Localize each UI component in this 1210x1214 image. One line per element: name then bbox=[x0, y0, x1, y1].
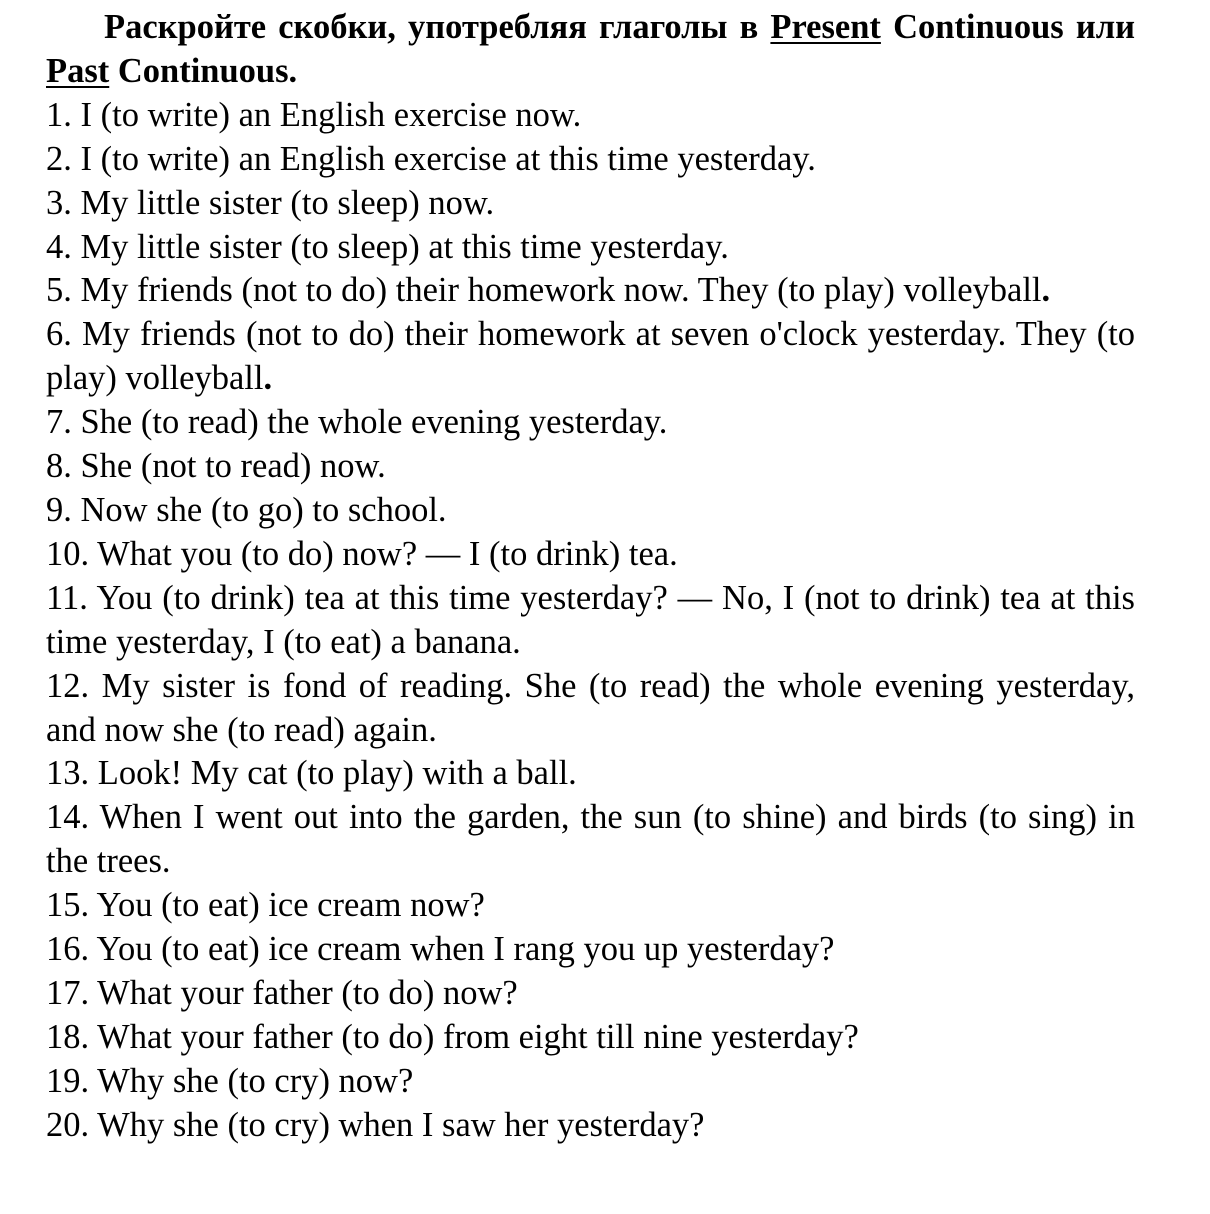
item-number: 2. bbox=[46, 139, 72, 178]
item-number: 7. bbox=[46, 403, 72, 442]
exercise-item bbox=[46, 226, 1135, 270]
exercise-item bbox=[46, 1104, 1135, 1148]
item-end-mark: . bbox=[263, 359, 273, 398]
exercise-item bbox=[46, 665, 1135, 753]
exercise-item bbox=[46, 489, 1135, 533]
exercise-item bbox=[46, 752, 1135, 796]
item-text: My little sister (to sleep) now. bbox=[80, 183, 495, 222]
exercise-item bbox=[46, 884, 1135, 928]
instruction-text-2: Continuous или bbox=[880, 8, 1135, 46]
item-text: What your father (to do) from eight till nine yesterday? bbox=[97, 1017, 859, 1056]
exercise-item bbox=[46, 94, 1135, 138]
item-text: She (to read) the whole evening yesterday. bbox=[80, 403, 668, 442]
exercise-item bbox=[46, 182, 1135, 226]
item-text: Why she (to cry) now? bbox=[97, 1061, 414, 1100]
item-number: 10. bbox=[46, 534, 90, 573]
exercise-item bbox=[46, 138, 1135, 182]
instruction-text-1: Раскройте скобки, употребляя глаголы в bbox=[104, 8, 771, 46]
exercise-item bbox=[46, 1060, 1135, 1104]
item-text: I (to write) an English exercise at this time yesterday. bbox=[80, 139, 816, 178]
item-number: 8. bbox=[46, 447, 72, 486]
exercise-list bbox=[46, 94, 1135, 1148]
item-number: 18. bbox=[46, 1017, 90, 1056]
exercise-item bbox=[46, 972, 1135, 1016]
item-number: 15. bbox=[46, 886, 90, 925]
item-number: 11. bbox=[46, 578, 88, 617]
item-text: You (to drink) tea at this time yesterday? — No, I (not to drink) tea at this time yesterday, I (to eat) a banana. bbox=[46, 578, 1135, 661]
item-text: You (to eat) ice cream now? bbox=[96, 886, 485, 925]
item-text: When I went out into the garden, the sun (to shine) and birds (to sing) in the trees. bbox=[46, 798, 1135, 881]
item-number: 3. bbox=[46, 183, 72, 222]
item-number: 9. bbox=[46, 490, 72, 529]
item-text: Now she (to go) to school. bbox=[80, 490, 447, 529]
exercise-item bbox=[46, 928, 1135, 972]
past-underlined: Past bbox=[46, 51, 110, 90]
item-number: 12. bbox=[46, 666, 90, 705]
exercise-item bbox=[46, 533, 1135, 577]
item-text: I (to write) an English exercise now. bbox=[80, 95, 582, 134]
item-text: What you (to do) now? — I (to drink) tea. bbox=[97, 534, 678, 573]
item-number: 17. bbox=[46, 973, 90, 1012]
exercise-document bbox=[46, 6, 1135, 1148]
item-text: My friends (not to do) their homework now. They (to play) volleyball bbox=[80, 271, 1042, 310]
item-number: 20. bbox=[46, 1105, 90, 1144]
item-number: 16. bbox=[46, 930, 90, 969]
exercise-item bbox=[46, 445, 1135, 489]
item-text: She (not to read) now. bbox=[80, 447, 386, 486]
item-text: My sister is fond of reading. She (to read) the whole evening yesterday, and now she (to read) again. bbox=[46, 666, 1136, 749]
exercise-instruction bbox=[46, 6, 1135, 94]
item-text: My friends (not to do) their homework at seven o'clock yesterday. They (to play) volleyball bbox=[46, 315, 1136, 398]
item-end-mark: . bbox=[1041, 271, 1051, 310]
exercise-item bbox=[46, 401, 1135, 445]
instruction-text-3: Continuous. bbox=[109, 51, 298, 90]
item-text: My little sister (to sleep) at this time yesterday. bbox=[80, 227, 729, 266]
present-underlined: Present bbox=[770, 8, 881, 46]
item-number: 4. bbox=[46, 227, 72, 266]
exercise-item bbox=[46, 577, 1135, 665]
item-number: 5. bbox=[46, 271, 72, 310]
item-text: What your father (to do) now? bbox=[97, 973, 518, 1012]
item-number: 14. bbox=[46, 798, 90, 837]
item-text: Look! My cat (to play) with a ball. bbox=[97, 754, 577, 793]
item-text: You (to eat) ice cream when I rang you up yesterday? bbox=[96, 930, 835, 969]
exercise-item bbox=[46, 269, 1135, 313]
exercise-item bbox=[46, 313, 1135, 401]
item-number: 19. bbox=[46, 1061, 90, 1100]
item-text: Why she (to cry) when I saw her yesterday? bbox=[97, 1105, 705, 1144]
exercise-item bbox=[46, 796, 1135, 884]
item-number: 13. bbox=[46, 754, 90, 793]
item-number: 1. bbox=[46, 95, 72, 134]
exercise-item bbox=[46, 1016, 1135, 1060]
item-number: 6. bbox=[46, 315, 72, 354]
